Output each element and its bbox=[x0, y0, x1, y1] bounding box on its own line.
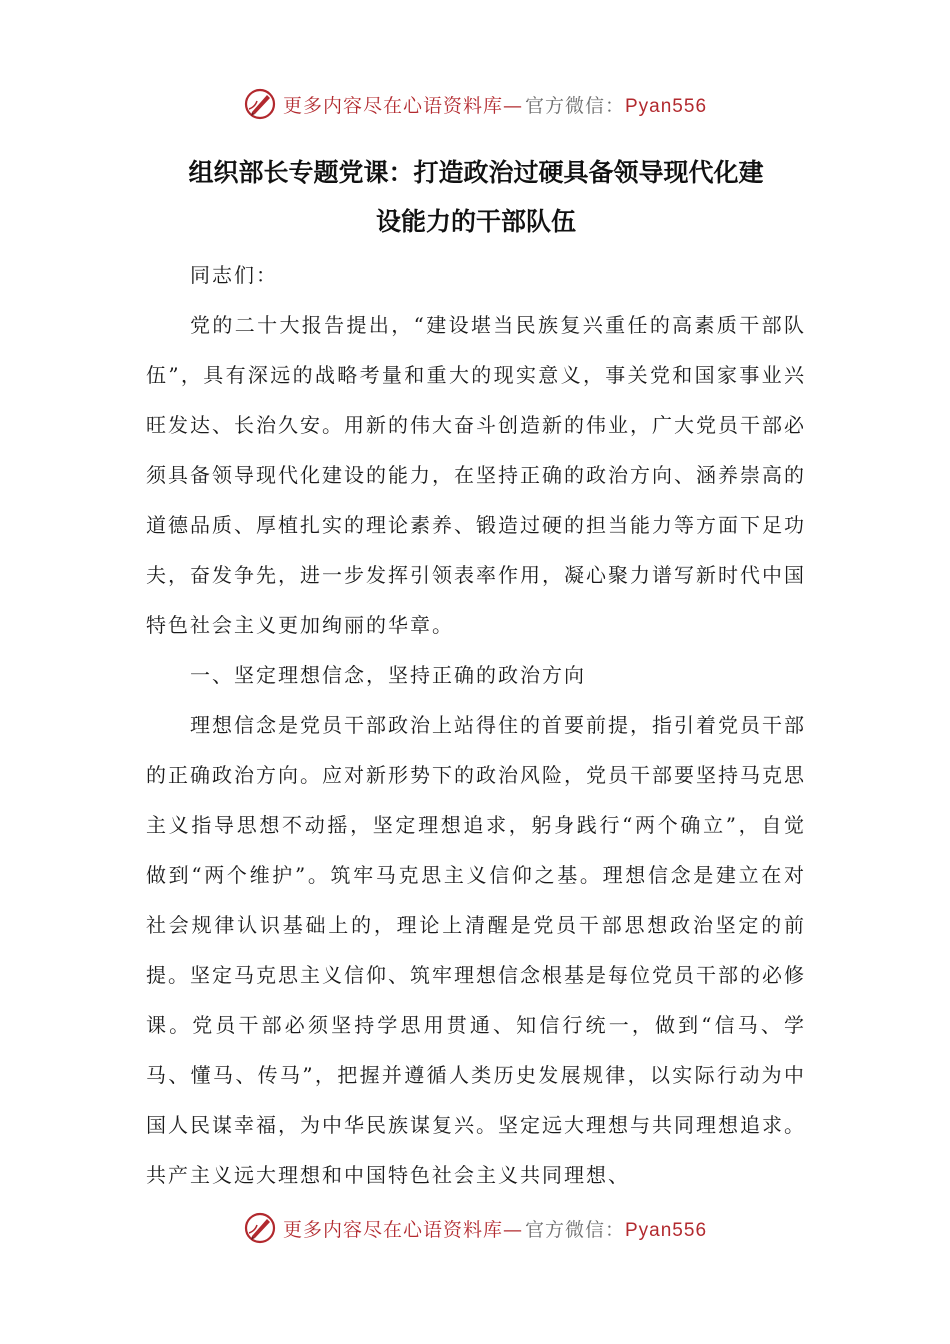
salutation: 同志们： bbox=[190, 263, 278, 287]
paragraph-intro: 党的二十大报告提出，“建设堪当民族复兴重任的高素质干部队伍”，具有深远的战略考量和重大的现实意义，事关党和国家事业兴旺发达、长治久安。用新的伟大奋斗创造新的伟业，广大党员干部必须具备领导现代化建设的能力，在坚持正确的政治方向、涵养崇高的道德品质、厚植扎实的理论素养、锻造过硬的担当能力等方面下足功夫，奋发争先，进一步发挥引领表率作用，凝心聚力谱写新时代中国特色社会主义更加绚丽的华章。 bbox=[146, 313, 806, 637]
document-title-line-1: 组织部长专题党课：打造政治过硬具备领导现代化建 bbox=[188, 158, 764, 187]
pen-logo-icon bbox=[243, 87, 277, 121]
footer-banner bbox=[0, 1208, 950, 1248]
document-body bbox=[146, 250, 806, 1200]
wechat-label: 官方微信： bbox=[524, 94, 625, 117]
paragraph-section-1: 理想信念是党员干部政治上站得住的首要前提，指引着党员干部的正确政治方向。应对新形势下的政治风险，党员干部要坚持马克思主义指导思想不动摇，坚定理想追求，躬身践行“两个确立”，自觉做到“两个维护”。筑牢马克思主义信仰之基。理想信念是建立在对社会规律认识基础上的，理论上清醒是党员干部思想政治坚定的前提。坚定马克思主义信仰、筑牢理想信念根基是每位党员干部的必修课。党员干部必须坚持学思用贯通、知信行统一，做到“信马、学马、懂马、传马”，把握并遵循人类历史发展规律，以实际行动为中国人民谋幸福，为中华民族谋复兴。坚定远大理想与共同理想追求。共产主义远大理想和中国特色社会主义共同理想、 bbox=[146, 713, 806, 1187]
wechat-id: Pyan556 bbox=[625, 95, 708, 117]
header-banner bbox=[0, 84, 950, 124]
pen-logo-icon bbox=[243, 1211, 277, 1245]
wechat-label: 官方微信： bbox=[524, 1218, 625, 1241]
banner-text: 更多内容尽在心语资料库— 官方微信：Pyan556 bbox=[282, 1218, 708, 1241]
document-title-line-2: 设能力的干部队伍 bbox=[375, 207, 576, 236]
section-heading-1: 一、坚定理想信念，坚持正确的政治方向 bbox=[190, 663, 586, 687]
wechat-id: Pyan556 bbox=[625, 1219, 708, 1241]
banner-text: 更多内容尽在心语资料库— 官方微信：Pyan556 bbox=[282, 94, 708, 117]
